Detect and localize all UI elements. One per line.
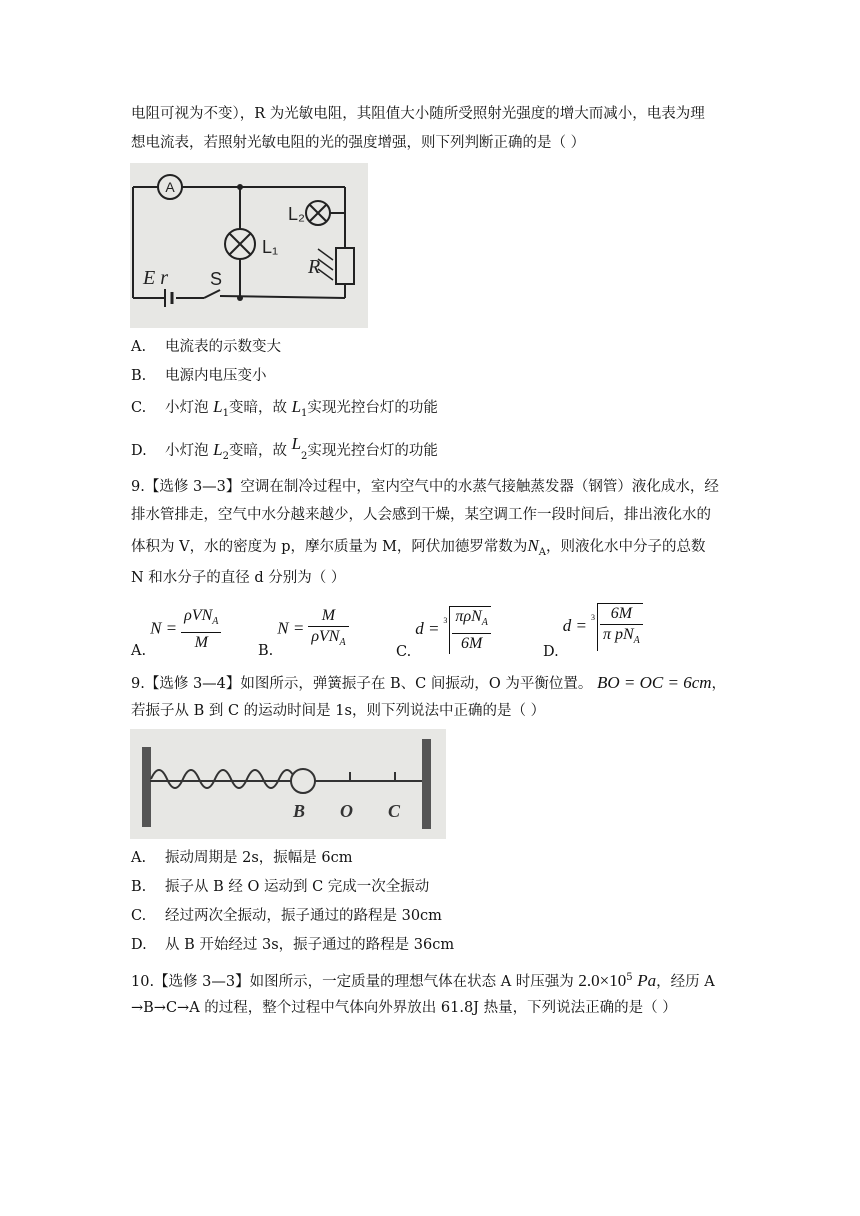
circuit-svg <box>130 163 368 328</box>
q9b-text-line-1: 9.【选修 3—4】如图所示，弹簧振子在 B、C 间振动，O 为平衡位置。 BO = OC = 6cm， <box>131 673 727 692</box>
lamp-l1-label: L₁ <box>262 237 279 257</box>
spring-svg <box>130 729 446 839</box>
resistor-label: R <box>308 256 321 278</box>
left-wall <box>142 747 151 827</box>
q9a-text-line-1: 9.【选修 3—3】空调在制冷过程中，室内空气中的水蒸气接触蒸发器（钢管）液化成水，经 <box>131 479 719 495</box>
q9a-text-line-4: N 和水分子的直径 d 分别为（ ） <box>131 570 346 586</box>
q8-text-line-1: 电阻可视为不变），R 为光敏电阻，其阻值大小随所受照射光强度的增大而减小，电表为理 <box>131 106 705 122</box>
spring-icon <box>151 770 311 788</box>
q9b-option-a: A. 振动周期是 2s，振幅是 6cm <box>131 850 353 866</box>
q9b-text-line-2: 若振子从 B 到 C 的运动时间是 1s，则下列说法中正确的是（ ） <box>131 703 546 719</box>
q10-text-line-1: 10.【选修 3—3】如图所示，一定质量的理想气体在状态 A 时压强为 $2.0\times 10^5$ Pa，经历 A <box>131 970 715 990</box>
photoresistor-icon <box>336 248 354 284</box>
fraction: $\frac{M}{\rho VN_A}$ <box>308 606 348 653</box>
q9a-text-line-2: 排水管排走，空气中水分越来越少，人会感到干燥，某空调工作一段时间后，排出液化水的 <box>131 507 711 523</box>
cube-root: 3 $\frac{\pi\rho N_A}{6M}$ <box>443 606 490 654</box>
q9a-option-b: B. N = $\frac{M}{\rho VN_A}$ <box>258 606 349 653</box>
q9a-option-a: A. N = $\frac{\rho VN_A}{M}$ <box>131 606 221 653</box>
right-wall <box>422 739 431 829</box>
ammeter-label: A <box>165 179 175 195</box>
q8-option-a: A. 电流表的示数变大 <box>131 339 281 355</box>
circuit-diagram <box>130 163 368 328</box>
q9a-text-line-3: 体积为 V，水的密度为 p，摩尔质量为 M，阿伏加德罗常数为$N_A$，则液化水中分子的总数 <box>131 536 706 558</box>
q9b-option-b: B. 振子从 B 经 O 运动到 C 完成一次全振动 <box>131 879 430 895</box>
q10-text-line-2: →B→C→A 的过程，整个过程中气体向外界放出 61.8J 热量，下列说法正确的是（ ） <box>131 1000 677 1016</box>
q8-option-c: C. 小灯泡 $L_1$变暗，故 $L_1$实现光控台灯的功能 <box>131 397 438 419</box>
q9a-option-d: D. d = 3 $\frac{6M}{\pi pN_A}$ <box>543 603 643 651</box>
q9a-option-c: C. d = 3 $\frac{\pi\rho N_A}{6M}$ <box>396 606 491 654</box>
q9b-option-d: D. 从 B 开始经过 3s，振子通过的路程是 36cm <box>131 937 455 953</box>
q8-option-d: D. 小灯泡 $L_2$变暗，故 $L_2$实现光控台灯的功能 <box>131 434 438 462</box>
source-label: E r <box>143 267 168 289</box>
switch-label: S <box>210 269 223 289</box>
q8-option-b: B. 电源内电压变小 <box>131 368 267 384</box>
q9b-option-c: C. 经过两次全振动，振子通过的路程是 30cm <box>131 908 442 924</box>
oscillator-ball-icon <box>291 769 315 793</box>
point-c-label: C <box>388 801 401 821</box>
q8-text-line-2: 想电流表，若照射光敏电阻的光的强度增强，则下列判断正确的是（ ） <box>131 135 586 151</box>
point-o-label: O <box>340 801 353 821</box>
fraction: $\frac{\rho VN_A}{M}$ <box>181 606 221 653</box>
cube-root: 3 $\frac{6M}{\pi pN_A}$ <box>591 603 643 651</box>
point-b-label: B <box>293 801 306 821</box>
fraction: $\frac{\pi\rho N_A}{6M}$ <box>452 607 490 654</box>
spring-oscillator-figure <box>130 729 446 839</box>
lamp-l2-label: L₂ <box>288 204 305 224</box>
fraction: $\frac{6M}{\pi pN_A}$ <box>600 604 643 651</box>
